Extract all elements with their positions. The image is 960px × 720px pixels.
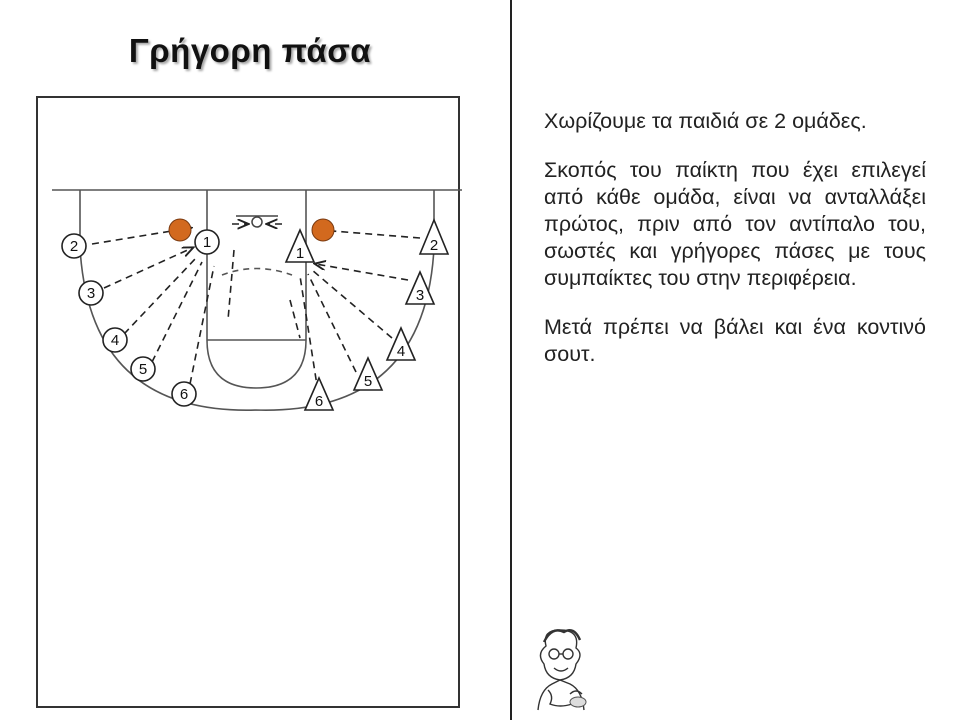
basket <box>236 216 278 227</box>
circle-label-2: 2 <box>69 238 79 255</box>
triangle-label-5: 5 <box>363 373 373 390</box>
instruction-paragraph-2: Σκοπός του παίκτη που έχει επιλεγεί από κάθε ομάδα, είναι να ανταλλάξει πρώτος, πριν από τον αντίπαλο του, σωστές και γρήγορες πάσες με τους συμπαίκτες του στην περιφέρεια. <box>544 158 926 290</box>
court-lines <box>52 190 462 410</box>
circle-label-1: 1 <box>202 234 212 251</box>
ball-right <box>312 219 334 241</box>
triangle-label-4: 4 <box>396 343 406 360</box>
triangle-label-1: 1 <box>295 245 305 262</box>
triangle-label-2: 2 <box>429 237 439 254</box>
instruction-paragraph-3: Μετά πρέπει να βάλει και ένα κοντινό σουτ. <box>544 315 926 366</box>
circle-label-5: 5 <box>138 361 148 378</box>
circle-label-4: 4 <box>110 332 120 349</box>
circle-label-3: 3 <box>86 285 96 302</box>
team-circles <box>62 230 219 406</box>
instruction-paragraph-1: Χωρίζουμε τα παιδιά σε 2 ομάδες. <box>544 109 867 133</box>
triangle-label-6: 6 <box>314 393 324 410</box>
panel-divider <box>510 0 512 720</box>
coach-caricature-logo <box>524 624 596 714</box>
instructions-text <box>544 108 926 390</box>
triangle-label-3: 3 <box>415 287 425 304</box>
ball-left <box>169 219 191 241</box>
page-title: Γρήγορη πάσα <box>128 32 372 69</box>
circle-label-6: 6 <box>179 386 189 403</box>
team-circle-labels <box>70 234 211 403</box>
free-throw-circle <box>207 340 306 388</box>
